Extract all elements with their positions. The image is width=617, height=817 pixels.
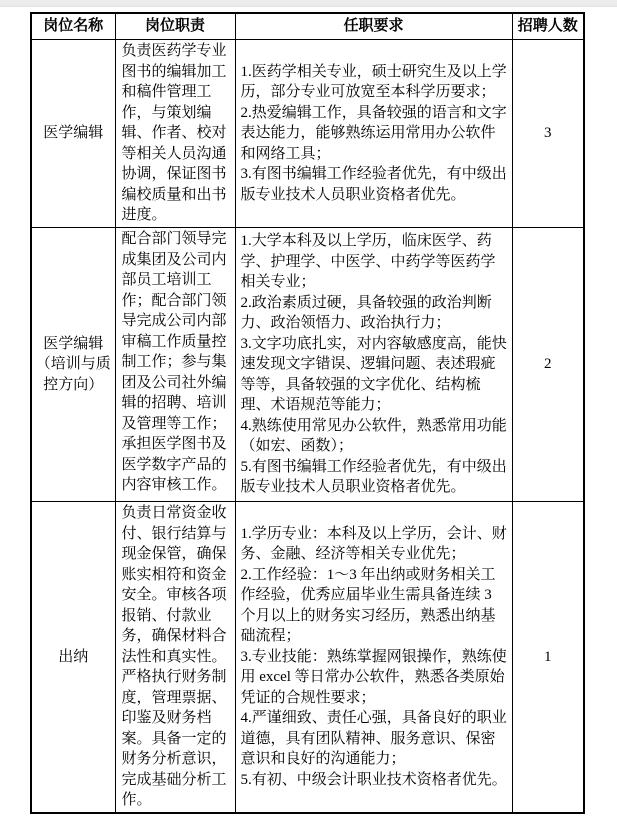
job-headcount: 2 [512,228,584,502]
job-requirements [235,228,512,502]
requirement-item: 2.工作经验：1～3 年出纳或财务相关工作经验，优秀应届毕业生需具备连续 3 个月以上的财务实习经历，熟悉出纳基础流程； [240,566,496,645]
job-duties: 负责医药学专业图书的编辑加工和稿件管理工作，与策划编辑、作者、校对等相关人员沟通协调，保证图书编校质量和出书进度。 [115,40,235,228]
header-job-requirements: 任职要求 [235,13,512,40]
requirement-item: 5.有初、中级会计职业技术资格者优先。 [240,771,507,788]
requirement-item: 2.政治素质过硬，具备较强的政治判断力、政治领悟力、政治执行力； [240,294,492,332]
job-requirements [235,502,512,814]
requirement-item: 3.文字功底扎实，对内容敏感度高，能快速发现文字错误、逻辑问题、表述瑕疵等等，具备较强的文字优化、结构梳理、术语规范等能力； [240,335,507,414]
job-requirements [235,40,512,228]
job-headcount: 1 [512,502,584,814]
page-top-edge [0,0,617,7]
requirement-item: 4.熟练使用常见办公软件，熟悉常用功能（如宏、函数）； [240,417,507,455]
requirement-item: 3.有图书编辑工作经验者优先，有中级出版专业技术人员职业资格者优先。 [240,166,507,203]
header-position-name: 岗位名称 [31,13,115,40]
job-duties: 负责日常资金收付、银行结算与现金保管，确保账实相符和资金安全。审核各项报销、付款业务，确保材料合法性和真实性。严格执行财务制度，管理票据、印鉴及财务档案。具备一定的财务分析意识，完成基础分析工作。 [115,502,235,814]
recruitment-table [30,12,585,814]
table-row-medical-editor [31,40,584,228]
table-row-medical-editor-training-qc [31,228,584,502]
header-headcount: 招聘人数 [512,13,584,40]
requirement-item: 5.有图书编辑工作经验者优先，有中级出版专业技术人员职业资格者优先。 [240,458,507,496]
requirement-item: 3.专业技能：熟练掌握网银操作，熟练使用 excel 等日常办公软件，熟悉各类原始凭证的合规性要求； [240,648,507,706]
job-duties: 配合部门领导完成集团及公司内部员工培训工作；配合部门领导完成公司内部审稿工作质量控制工作；参与集团及公司社外编辑的招聘、培训及管理等工作；承担医学图书及医学数字产品的内容审核工作。 [115,228,235,502]
requirement-item: 1.医药学相关专业，硕士研究生及以上学历，部分专业可放宽至本科学历要求； [240,63,507,101]
table-row-cashier [31,502,584,814]
requirement-item: 1.学历专业：本科及以上学历，会计、财务、金融、经济等相关专业优先； [240,525,507,563]
requirement-item: 2.热爱编辑工作，具备较强的语言和文字表达能力，能够熟练运用常用办公软件和网络工具； [240,104,507,162]
header-position-duties: 岗位职责 [115,13,235,40]
requirement-item: 4.严谨细致、责任心强，具备良好的职业道德，具有团队精神、服务意识、保密意识和良好的沟通能力； [240,710,507,768]
job-headcount: 3 [512,40,584,228]
job-title: 医学编辑（培训与质控方向） [31,228,115,502]
header-row [31,13,584,40]
requirement-item: 1.大学本科及以上学历，临床医学、药学、护理学、中医学、中药学等医药学相关专业； [240,233,496,291]
job-title: 医学编辑 [31,40,115,228]
job-title: 出纳 [31,502,115,814]
